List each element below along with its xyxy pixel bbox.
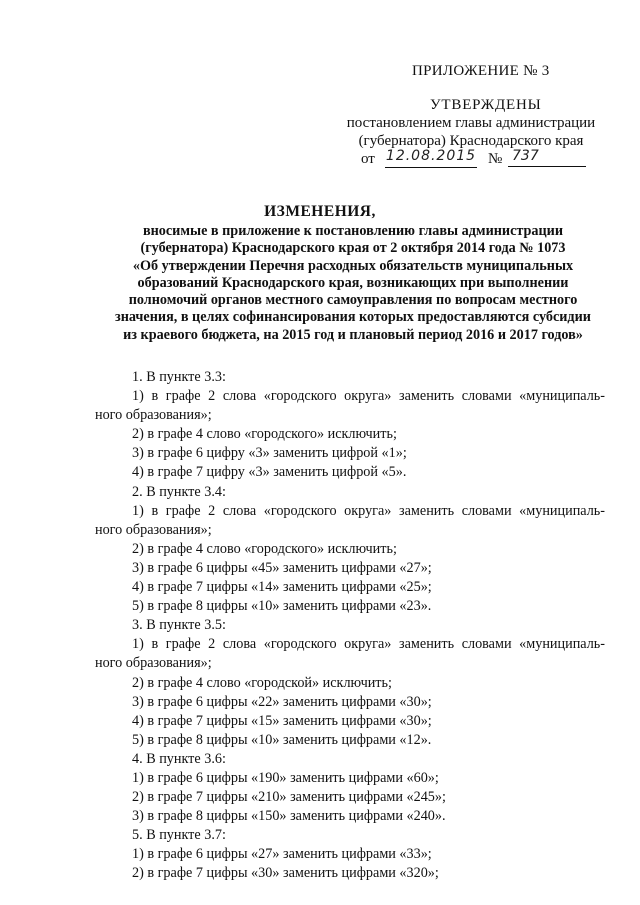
handwritten-date: 12.08.2015 [385, 148, 477, 168]
body-line: 2) в графе 4 слово «городского» исключить; [132, 426, 397, 443]
body-line: 3) в графе 6 цифры «45» заменить цифрами «27»; [132, 559, 432, 576]
from-label: от [361, 151, 375, 167]
document-title: ИЗМЕНЕНИЯ, [264, 203, 376, 220]
section-heading: 5. В пункте 3.7: [132, 827, 226, 844]
section-heading: 4. В пункте 3.6: [132, 750, 226, 767]
body-line: 4) в графе 7 цифры «15» заменить цифрами «30»; [132, 712, 432, 729]
body-line: ного образования»; [95, 521, 212, 538]
body-line: 2) в графе 4 слово «городского» исключить; [132, 540, 397, 557]
subtitle-line: значения, в целях софинансирования которых предоставляются субсидии [115, 309, 591, 326]
body-line: 1) в графе 2 слова «городского округа» заменить словами «муниципаль- [132, 636, 605, 653]
body-line: 2) в графе 7 цифры «210» заменить цифрами «245»; [132, 789, 446, 806]
subtitle-line: (губернатора) Краснодарского края от 2 октября 2014 года № 1073 [140, 240, 566, 257]
approved-heading: УТВЕРЖДЕНЫ [430, 97, 542, 113]
body-line: 1) в графе 6 цифры «27» заменить цифрами «33»; [132, 846, 432, 863]
body-line: 3) в графе 6 цифры «22» заменить цифрами «30»; [132, 693, 432, 710]
body-line: 3) в графе 6 цифру «3» заменить цифрой «1»; [132, 445, 407, 462]
body-line: ного образования»; [95, 655, 212, 672]
subtitle-line: вносимые в приложение к постановлению главы администрации [142, 223, 564, 239]
document-body [95, 368, 605, 884]
handwritten-number: 737 [508, 148, 586, 167]
body-line: 2) в графе 4 слово «городской» исключить; [132, 674, 392, 691]
body-line: 1) в графе 2 слова «городского округа» заменить словами «муниципаль- [132, 502, 605, 519]
subtitle-line: из краевого бюджета, на 2015 год и плановый период 2016 и 2017 годов» [123, 326, 583, 343]
body-line: 4) в графе 7 цифры «14» заменить цифрами «25»; [132, 579, 432, 596]
number-label: № [488, 151, 503, 167]
section-heading: 1. В пункте 3.3: [132, 369, 226, 385]
approved-by-line-2: (губернатора) Краснодарского края [358, 133, 584, 149]
appendix-label: ПРИЛОЖЕНИЕ № 3 [412, 63, 550, 79]
body-line: ного образования»; [95, 407, 212, 424]
approved-by-line-1: постановлением главы администрации [346, 115, 596, 131]
section-heading: 2. В пункте 3.4: [132, 483, 226, 500]
date-number-line [361, 148, 601, 171]
body-line: 1) в графе 2 слова «городского округа» заменить словами «муниципаль- [132, 388, 605, 405]
subtitle-line: образований Краснодарского края, возникающих при выполнении [137, 274, 569, 291]
subtitle-line: «Об утверждении Перечня расходных обязательств муниципальных [132, 257, 574, 274]
body-line: 5) в графе 8 цифры «10» заменить цифрами «23». [132, 598, 432, 615]
subtitle-line: полномочий органов местного самоуправления по вопросам местного [128, 292, 578, 309]
body-line: 1) в графе 6 цифры «190» заменить цифрами «60»; [132, 769, 439, 786]
body-line: 4) в графе 7 цифру «3» заменить цифрой «5». [132, 464, 407, 481]
document-subtitle [98, 223, 608, 344]
body-line: 3) в графе 8 цифры «150» заменить цифрами «240». [132, 808, 446, 825]
body-line: 2) в графе 7 цифры «30» заменить цифрами «320»; [132, 865, 439, 882]
section-heading: 3. В пункте 3.5: [132, 617, 226, 634]
body-line: 5) в графе 8 цифры «10» заменить цифрами «12». [132, 731, 432, 748]
